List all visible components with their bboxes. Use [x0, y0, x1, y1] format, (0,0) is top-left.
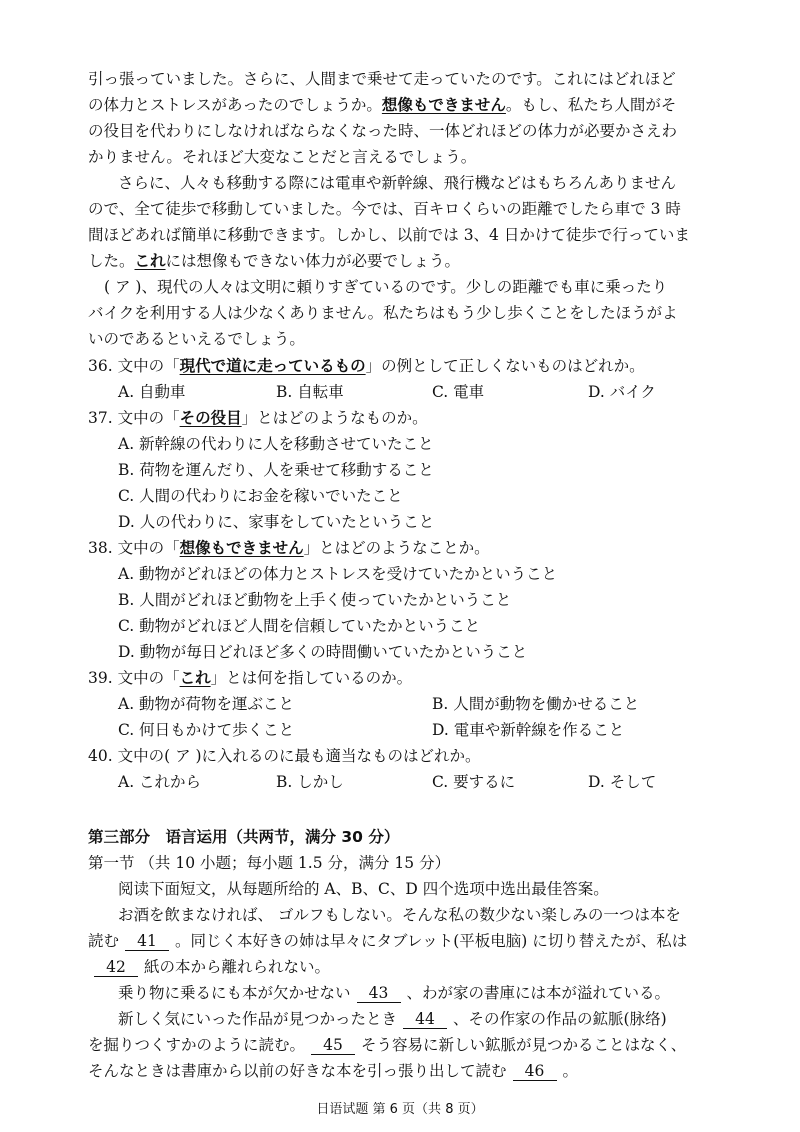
cloze-text: を掘りつくすかのように読む。	[88, 1036, 306, 1054]
passage-line: かりません。それほど大変なことだと言えるでしょう。	[88, 148, 477, 166]
cloze-text: 。	[562, 1062, 579, 1080]
cloze-line	[118, 982, 670, 1004]
passage-line	[88, 94, 676, 116]
underlined-phrase: 想像もできません	[381, 95, 506, 114]
passage-text: には想像もできない体力が必要でしょう。	[165, 252, 461, 270]
passage-line: ので、全て徒歩で移動していました。今では、百キロくらいの距離でしたら車で 3 時	[88, 200, 681, 218]
blank-44[interactable]: 44	[403, 1010, 447, 1029]
underlined-phrase: これ	[134, 251, 166, 270]
passage-text: した。	[88, 252, 135, 270]
question-text: 文中の「	[117, 357, 180, 375]
blank-43[interactable]: 43	[357, 984, 401, 1003]
option-a[interactable]: A. 動物が荷物を運ぶこと	[118, 695, 295, 713]
option-d[interactable]: D. 動物が毎日どれほど多くの時間働いていたかということ	[118, 643, 528, 661]
page-footer: 日语试题 第 6 页（共 8 页）	[316, 1102, 484, 1117]
question-target: 現代で道に走っているもの	[179, 356, 366, 375]
cloze-line	[88, 1034, 686, 1056]
question-text: 文中の「	[117, 539, 180, 557]
cloze-text: 読む	[88, 932, 120, 950]
question-number: 38.	[88, 539, 113, 557]
question-text: 」とはどのようなものか。	[241, 409, 428, 427]
question-text: 文中の「	[117, 669, 180, 687]
option-a[interactable]: A. これから	[118, 773, 202, 791]
question-target: これ	[179, 668, 211, 687]
passage-line: いのであるといえるでしょう。	[88, 330, 305, 348]
option-c[interactable]: C. 人間の代わりにお金を稼いでいたこと	[118, 487, 403, 505]
cloze-text: 乗り物に乗るにも本が欠かせない	[118, 984, 351, 1002]
passage-line: バイクを利用する人は少なくありません。私たちはもう少し歩くことをしたほうがよ	[88, 304, 678, 322]
question-text: 」の例として正しくないものはどれか。	[365, 357, 645, 375]
cloze-line: お酒を飲まなければ、 ゴルフもしない。そんな私の数少ない楽しみの一つは本を	[118, 906, 681, 924]
section-title: 第一节 （共 10 小题；每小题 1.5 分，满分 15 分）	[88, 854, 451, 872]
cloze-text: そんなときは書庫から以前の好きな本を引っ張り出して読む	[88, 1062, 507, 1080]
question-number: 36.	[88, 357, 113, 375]
part-title: 第三部分 语言运用（共两节，满分 30 分）	[88, 828, 400, 846]
option-c[interactable]: C. 要するに	[432, 773, 516, 791]
option-b[interactable]: B. 荷物を運んだり、人を乗せて移動すること	[118, 461, 434, 479]
option-a[interactable]: A. 動物がどれほどの体力とストレスを受けていたかということ	[118, 565, 558, 583]
passage-line	[88, 250, 460, 272]
passage-text: 。もし、私たち人間がそ	[505, 96, 677, 114]
passage-line: 引っ張っていました。さらに、人間まで乗せて走っていたのです。これにはどれほど	[88, 70, 676, 88]
option-b[interactable]: B. 人間が動物を働かせること	[432, 695, 640, 713]
option-c[interactable]: C. 電車	[432, 383, 485, 401]
question-40	[88, 745, 481, 767]
blank-42[interactable]: 42	[94, 958, 138, 977]
passage-line: さらに、人々も移動する際には電車や新幹線、飛行機などはもちろんありません	[118, 174, 677, 192]
cloze-text: 新しく気にいった作品が見つかったとき	[118, 1010, 398, 1028]
question-text: 」とはどのようなことか。	[303, 539, 490, 557]
option-b[interactable]: B. 自転車	[276, 383, 344, 401]
question-target: 想像もできません	[179, 538, 304, 557]
question-text: 文中の( ア )に入れるのに最も適当なものはどれか。	[117, 747, 481, 765]
cloze-line	[88, 956, 330, 978]
cloze-text: 、その作家の作品の鉱脈(脉络)	[453, 1010, 667, 1028]
option-d[interactable]: D. 電車や新幹線を作ること	[432, 721, 625, 739]
question-number: 37.	[88, 409, 113, 427]
cloze-text: そう容易に新しい鉱脈が見つかることはなく、	[361, 1036, 687, 1054]
blank-41[interactable]: 41	[125, 932, 169, 951]
passage-text: の体力とストレスがあったのでしょうか。	[88, 96, 382, 114]
option-b[interactable]: B. しかし	[276, 773, 344, 791]
cloze-line	[88, 1060, 578, 1082]
cloze-text: 。同じく本好きの姉は早々にタブレット(平板电脑) に切り替えたが、私は	[175, 932, 688, 950]
question-text: 文中の「	[117, 409, 180, 427]
question-number: 40.	[88, 747, 113, 765]
option-a[interactable]: A. 自動車	[118, 383, 186, 401]
option-c[interactable]: C. 何日もかけて歩くこと	[118, 721, 295, 739]
question-39	[88, 667, 412, 689]
question-number: 39.	[88, 669, 113, 687]
question-text: 」とは何を指しているのか。	[210, 669, 413, 687]
question-37	[88, 407, 428, 429]
option-b[interactable]: B. 人間がどれほど動物を上手く使っていたかということ	[118, 591, 512, 609]
passage-line: の役目を代わりにしなければならなくなった時、一体どれほどの体力が必要かさえわ	[88, 122, 678, 140]
blank-46[interactable]: 46	[513, 1062, 557, 1081]
question-target: その役目	[179, 408, 242, 427]
passage-line: 間ほどあれば簡単に移動できます。しかし、以前では 3、4 日かけて徒歩で行っていま	[88, 226, 690, 244]
cloze-line	[118, 1008, 667, 1030]
option-d[interactable]: D. そして	[588, 773, 657, 791]
option-d[interactable]: D. 人の代わりに、家事をしていたということ	[118, 513, 435, 531]
option-a[interactable]: A. 新幹線の代わりに人を移動させていたこと	[118, 435, 434, 453]
question-38	[88, 537, 490, 559]
option-c[interactable]: C. 動物がどれほど人間を信頼していたかということ	[118, 617, 481, 635]
cloze-line	[88, 930, 687, 952]
cloze-text: 紙の本から離れられない。	[144, 958, 331, 976]
option-d[interactable]: D. バイク	[588, 383, 656, 401]
cloze-text: 、わが家の書庫には本が溢れている。	[406, 984, 671, 1002]
passage-line: ( ア )、現代の人々は文明に頼りすぎているのです。少しの距離でも車に乗ったり	[104, 278, 668, 296]
question-36	[88, 355, 645, 377]
blank-45[interactable]: 45	[311, 1036, 355, 1055]
instruction: 阅读下面短文，从每题所给的 A、B、C、D 四个选项中选出最佳答案。	[118, 880, 609, 898]
